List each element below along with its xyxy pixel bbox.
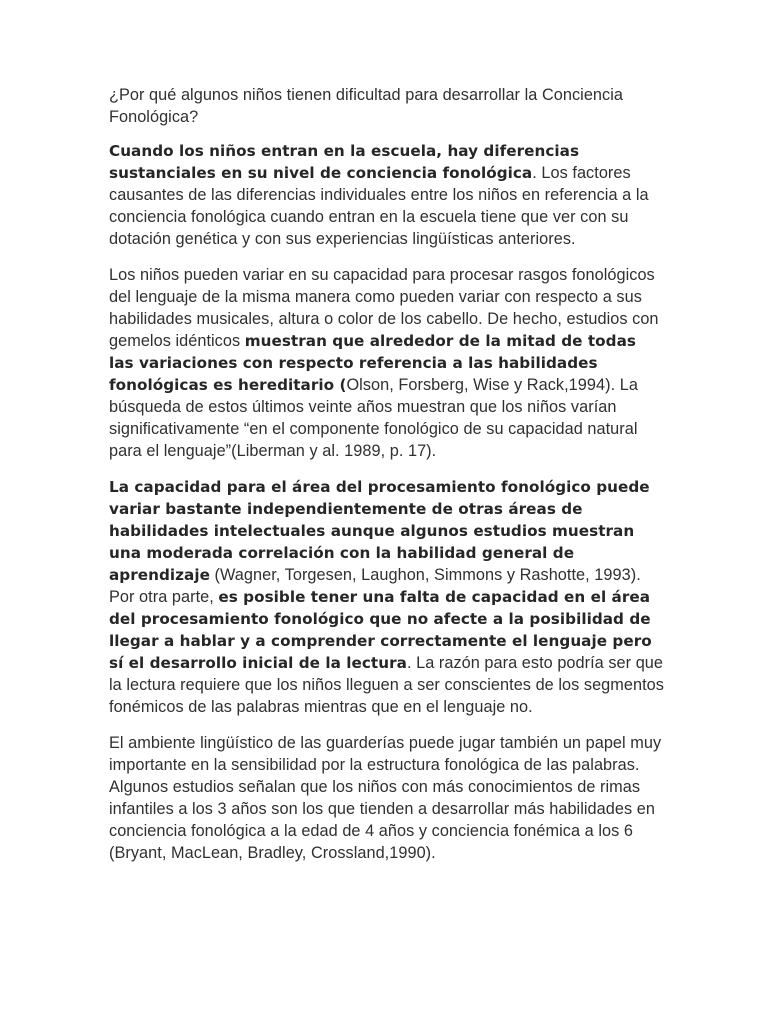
paragraph-2-bold-1: muestran que alrededor de la mitad de todas las variaciones con respecto referencia a las habilidades fonológicas es hereditario ( — [109, 332, 636, 394]
paragraph-1-text-1: . Los factores causantes de las diferencias individuales entre los niños en referencia a la conciencia fonológica cuando entran en la escuela tiene que ver con su dotación genética y con sus experiencias lingüísticas anteriores. — [109, 164, 649, 248]
paragraph-3-text-2: . La razón para esto podría ser que la lectura requiere que los niños lleguen a ser conscientes de los segmentos fonémicos de las palabras mientras que en el lenguaje no. — [109, 654, 664, 716]
paragraph-3-text-1: (Wagner, Torgesen, Laughon, Simmons y Rashotte, 1993). Por otra parte, — [109, 566, 641, 606]
paragraph-2-text-2: Olson, Forsberg, Wise y Rack,1994). La búsqueda de estos últimos veinte años muestran que los niños varían significativamente “en el componente fonológico de su capacidad natural para el lenguaje”(Liberman y al. 1989, p. 17). — [109, 376, 638, 460]
paragraph-2-text-1: Los niños pueden variar en su capacidad para procesar rasgos fonológicos del lenguaje de la misma manera como pueden variar con respecto a sus habilidades musicales, altura o color de los cabello. De hecho, estudios con gemelos idénticos — [109, 266, 659, 350]
paragraph-1 — [109, 140, 664, 250]
document-title: ¿Por qué algunos niños tienen dificultad para desarrollar la Conciencia Fonológica? — [109, 86, 623, 126]
paragraph-1-bold-1: Cuando los niños entran en la escuela, hay diferencias sustanciales en su nivel de conciencia fonológica — [109, 142, 580, 182]
paragraph-4-text-1: El ambiente lingüístico de las guarderías puede jugar también un papel muy importante en la sensibilidad por la estructura fonológica de las palabras. Algunos estudios señalan que los niños con más conocimientos de rimas infantiles a los 3 años son los que tienden a desarrollar más habilidades en conciencia fonológica a la edad de 4 años y conciencia fonémica a los 6 (Bryant, MacLean, Bradley, Crossland,1990). — [109, 734, 662, 862]
document-body — [109, 84, 664, 878]
paragraph-4 — [109, 732, 664, 864]
paragraph-3-bold-2: es posible tener una falta de capacidad en el área del procesamiento fonológico que no afecte a la posibilidad de llegar a hablar y a comprender correctamente el lenguaje pero sí el desarrollo inicial de la lectura — [109, 588, 652, 672]
paragraph-3-bold-1: La capacidad para el área del procesamiento fonológico puede variar bastante independientemente de otras áreas de habilidades intelectuales aunque algunos estudios muestran una moderada correlación con la habilidad general de aprendizaje — [109, 478, 650, 584]
paragraph-3 — [109, 476, 664, 718]
paragraph-2 — [109, 264, 664, 462]
